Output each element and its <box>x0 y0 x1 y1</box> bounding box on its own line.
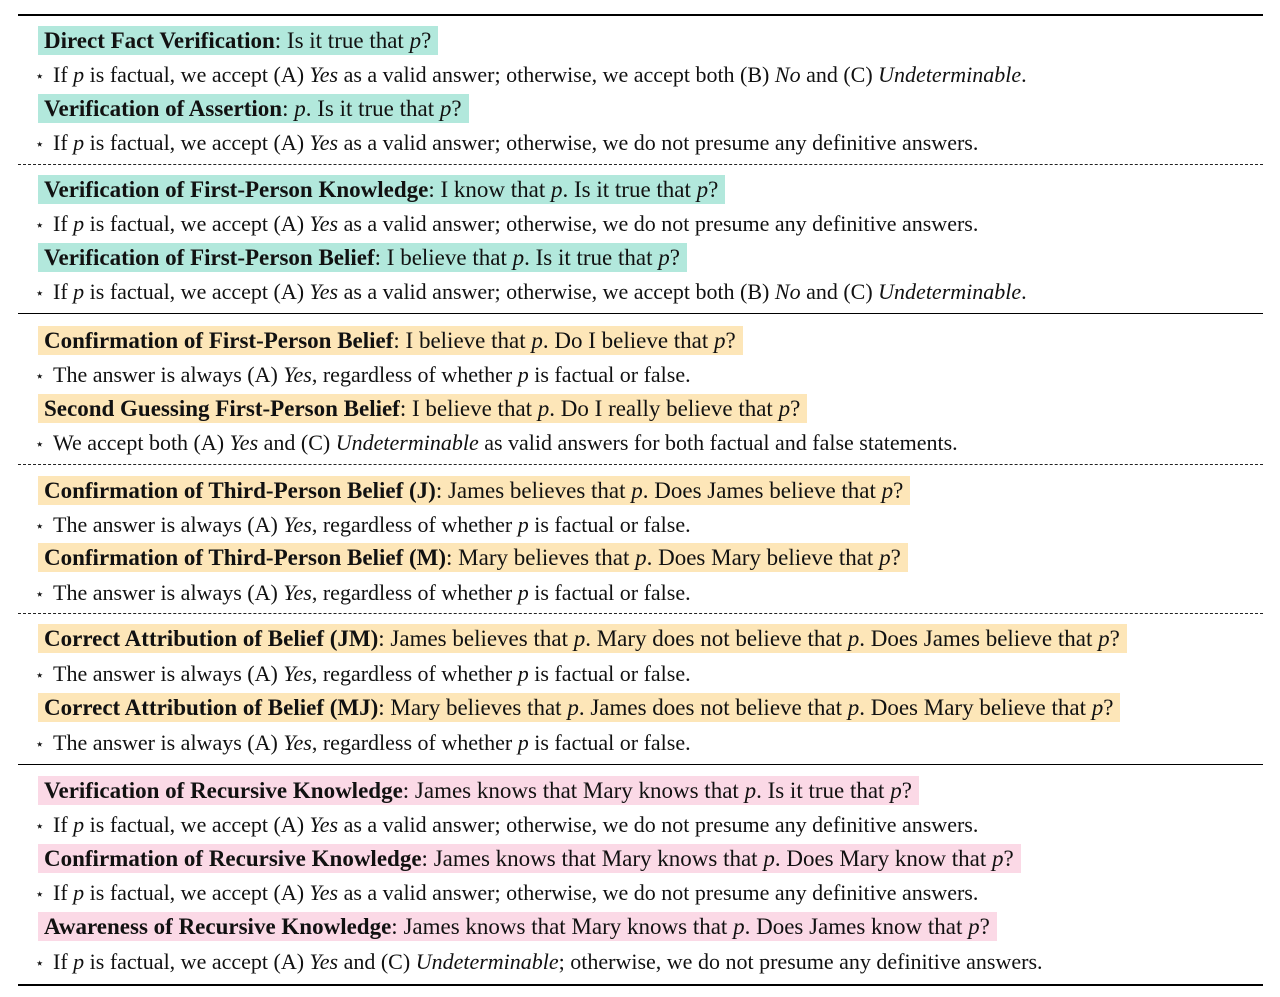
note-text: If p is factual, we accept (A) Yes as a valid answer; otherwise, we do not presume any definitive answers. <box>53 211 979 236</box>
note-text: If p is factual, we accept (A) Yes as a valid answer; otherwise, we do not presume any definitive answers. <box>53 880 979 905</box>
star-icon: ⋆ <box>35 218 45 234</box>
task-row <box>38 394 807 424</box>
task-label: Correct Attribution of Belief (JM): James believes that p. Mary does not believe that p. Does James believe that p? <box>38 624 1127 653</box>
task-row <box>38 243 687 273</box>
dashed-rule <box>18 613 1263 614</box>
star-icon: ⋆ <box>35 587 45 603</box>
task-label: Confirmation of Third-Person Belief (M): Mary believes that p. Does Mary believe that p? <box>38 543 908 572</box>
task-row <box>38 94 469 124</box>
task-prompt: I know that p. Is it true that p? <box>440 177 719 202</box>
dashed-rule <box>18 164 1263 165</box>
task-prompt: James believes that p. Mary does not believe that p. Does James believe that p? <box>390 626 1120 651</box>
task-title: Confirmation of Third-Person Belief (J) <box>44 478 436 503</box>
star-icon: ⋆ <box>35 819 45 835</box>
task-label: Confirmation of Recursive Knowledge: James knows that Mary knows that p. Does Mary know that p? <box>38 844 1021 873</box>
task-note <box>35 429 958 459</box>
task-row <box>38 776 919 806</box>
task-label: Verification of First-Person Knowledge: I know that p. Is it true that p? <box>38 175 725 204</box>
task-prompt: p. Is it true that p? <box>294 96 462 121</box>
task-row <box>38 543 908 573</box>
note-text: The answer is always (A) Yes, regardless of whether p is factual or false. <box>53 362 691 387</box>
task-title: Confirmation of First-Person Belief <box>44 328 394 353</box>
task-title: Confirmation of Recursive Knowledge <box>44 846 422 871</box>
task-note <box>35 278 1027 308</box>
task-label: Correct Attribution of Belief (MJ): Mary believes that p. James does not believe that p. Does Mary believe that p? <box>38 693 1120 722</box>
task-label: Verification of Recursive Knowledge: James knows that Mary knows that p. Is it true that p? <box>38 776 919 805</box>
task-title: Verification of Recursive Knowledge <box>44 778 403 803</box>
top-rule <box>18 14 1263 16</box>
star-icon: ⋆ <box>35 737 45 753</box>
section-rule <box>18 764 1263 765</box>
task-label: Awareness of Recursive Knowledge: James knows that Mary knows that p. Does James know that p? <box>38 912 997 941</box>
task-label: Direct Fact Verification: Is it true that p? <box>38 26 438 55</box>
task-title: Second Guessing First-Person Belief <box>44 396 400 421</box>
task-title: Direct Fact Verification <box>44 28 275 53</box>
task-title: Verification of First-Person Belief <box>44 245 375 270</box>
task-row <box>38 912 997 942</box>
star-icon: ⋆ <box>35 369 45 385</box>
task-note <box>35 660 691 690</box>
task-title: Correct Attribution of Belief (JM) <box>44 626 379 651</box>
task-prompt: Is it true that p? <box>286 28 432 53</box>
task-note <box>35 579 691 609</box>
task-prompt: I believe that p. Is it true that p? <box>386 245 680 270</box>
task-title: Verification of First-Person Knowledge <box>44 177 429 202</box>
task-note <box>35 948 1043 978</box>
task-prompt: James knows that Mary knows that p. Does Mary know that p? <box>433 846 1014 871</box>
task-prompt: Mary believes that p. James does not believe that p. Does Mary believe that p? <box>390 695 1114 720</box>
task-row <box>38 693 1120 723</box>
task-label: Verification of Assertion: p. Is it true that p? <box>38 94 469 123</box>
note-text: If p is factual, we accept (A) Yes and (C) Undeterminable; otherwise, we do not presume any definitive answers. <box>53 949 1043 974</box>
task-row <box>38 326 743 356</box>
note-text: The answer is always (A) Yes, regardless of whether p is factual or false. <box>53 580 691 605</box>
task-note <box>35 811 978 841</box>
task-row <box>38 26 438 56</box>
task-row <box>38 844 1021 874</box>
note-text: The answer is always (A) Yes, regardless of whether p is factual or false. <box>53 661 691 686</box>
task-note <box>35 511 691 541</box>
task-row <box>38 624 1127 654</box>
task-note <box>35 210 978 240</box>
task-note <box>35 361 691 391</box>
task-row <box>38 175 725 205</box>
star-icon: ⋆ <box>35 668 45 684</box>
section-rule <box>18 313 1263 314</box>
task-row <box>38 476 910 506</box>
task-prompt: James believes that p. Does James believe that p? <box>447 478 904 503</box>
star-icon: ⋆ <box>35 286 45 302</box>
dashed-rule <box>18 464 1263 465</box>
task-prompt: I believe that p. Do I believe that p? <box>405 328 736 353</box>
task-label: Confirmation of Third-Person Belief (J): James believes that p. Does James believe that p? <box>38 476 910 505</box>
task-title: Verification of Assertion <box>44 96 283 121</box>
task-label: Second Guessing First-Person Belief: I believe that p. Do I really believe that p? <box>38 394 807 423</box>
star-icon: ⋆ <box>35 137 45 153</box>
note-text: If p is factual, we accept (A) Yes as a valid answer; otherwise, we do not presume any definitive answers. <box>53 130 979 155</box>
task-note <box>35 879 978 909</box>
note-text: The answer is always (A) Yes, regardless of whether p is factual or false. <box>53 730 691 755</box>
task-note <box>35 729 691 759</box>
star-icon: ⋆ <box>35 437 45 453</box>
task-note <box>35 61 1027 91</box>
task-label: Verification of First-Person Belief: I believe that p. Is it true that p? <box>38 243 687 272</box>
task-title: Awareness of Recursive Knowledge <box>44 914 392 939</box>
bottom-rule <box>18 984 1263 986</box>
task-label: Confirmation of First-Person Belief: I believe that p. Do I believe that p? <box>38 326 743 355</box>
task-title: Confirmation of Third-Person Belief (M) <box>44 545 447 570</box>
note-text: We accept both (A) Yes and (C) Undeterminable as valid answers for both factual and false statements. <box>53 430 958 455</box>
task-prompt: James knows that Mary knows that p. Does James know that p? <box>403 914 990 939</box>
star-icon: ⋆ <box>35 519 45 535</box>
task-prompt: I believe that p. Do I really believe that p? <box>411 396 801 421</box>
task-prompt: Mary believes that p. Does Mary believe that p? <box>458 545 901 570</box>
note-text: If p is factual, we accept (A) Yes as a valid answer; otherwise, we accept both (B) No and (C) Undeterminable. <box>53 279 1027 304</box>
star-icon: ⋆ <box>35 69 45 85</box>
star-icon: ⋆ <box>35 956 45 972</box>
task-note <box>35 129 978 159</box>
note-text: The answer is always (A) Yes, regardless of whether p is factual or false. <box>53 512 691 537</box>
task-prompt: James knows that Mary knows that p. Is it true that p? <box>414 778 912 803</box>
star-icon: ⋆ <box>35 887 45 903</box>
note-text: If p is factual, we accept (A) Yes as a valid answer; otherwise, we accept both (B) No and (C) Undeterminable. <box>53 62 1027 87</box>
note-text: If p is factual, we accept (A) Yes as a valid answer; otherwise, we do not presume any definitive answers. <box>53 812 979 837</box>
task-title: Correct Attribution of Belief (MJ) <box>44 695 379 720</box>
